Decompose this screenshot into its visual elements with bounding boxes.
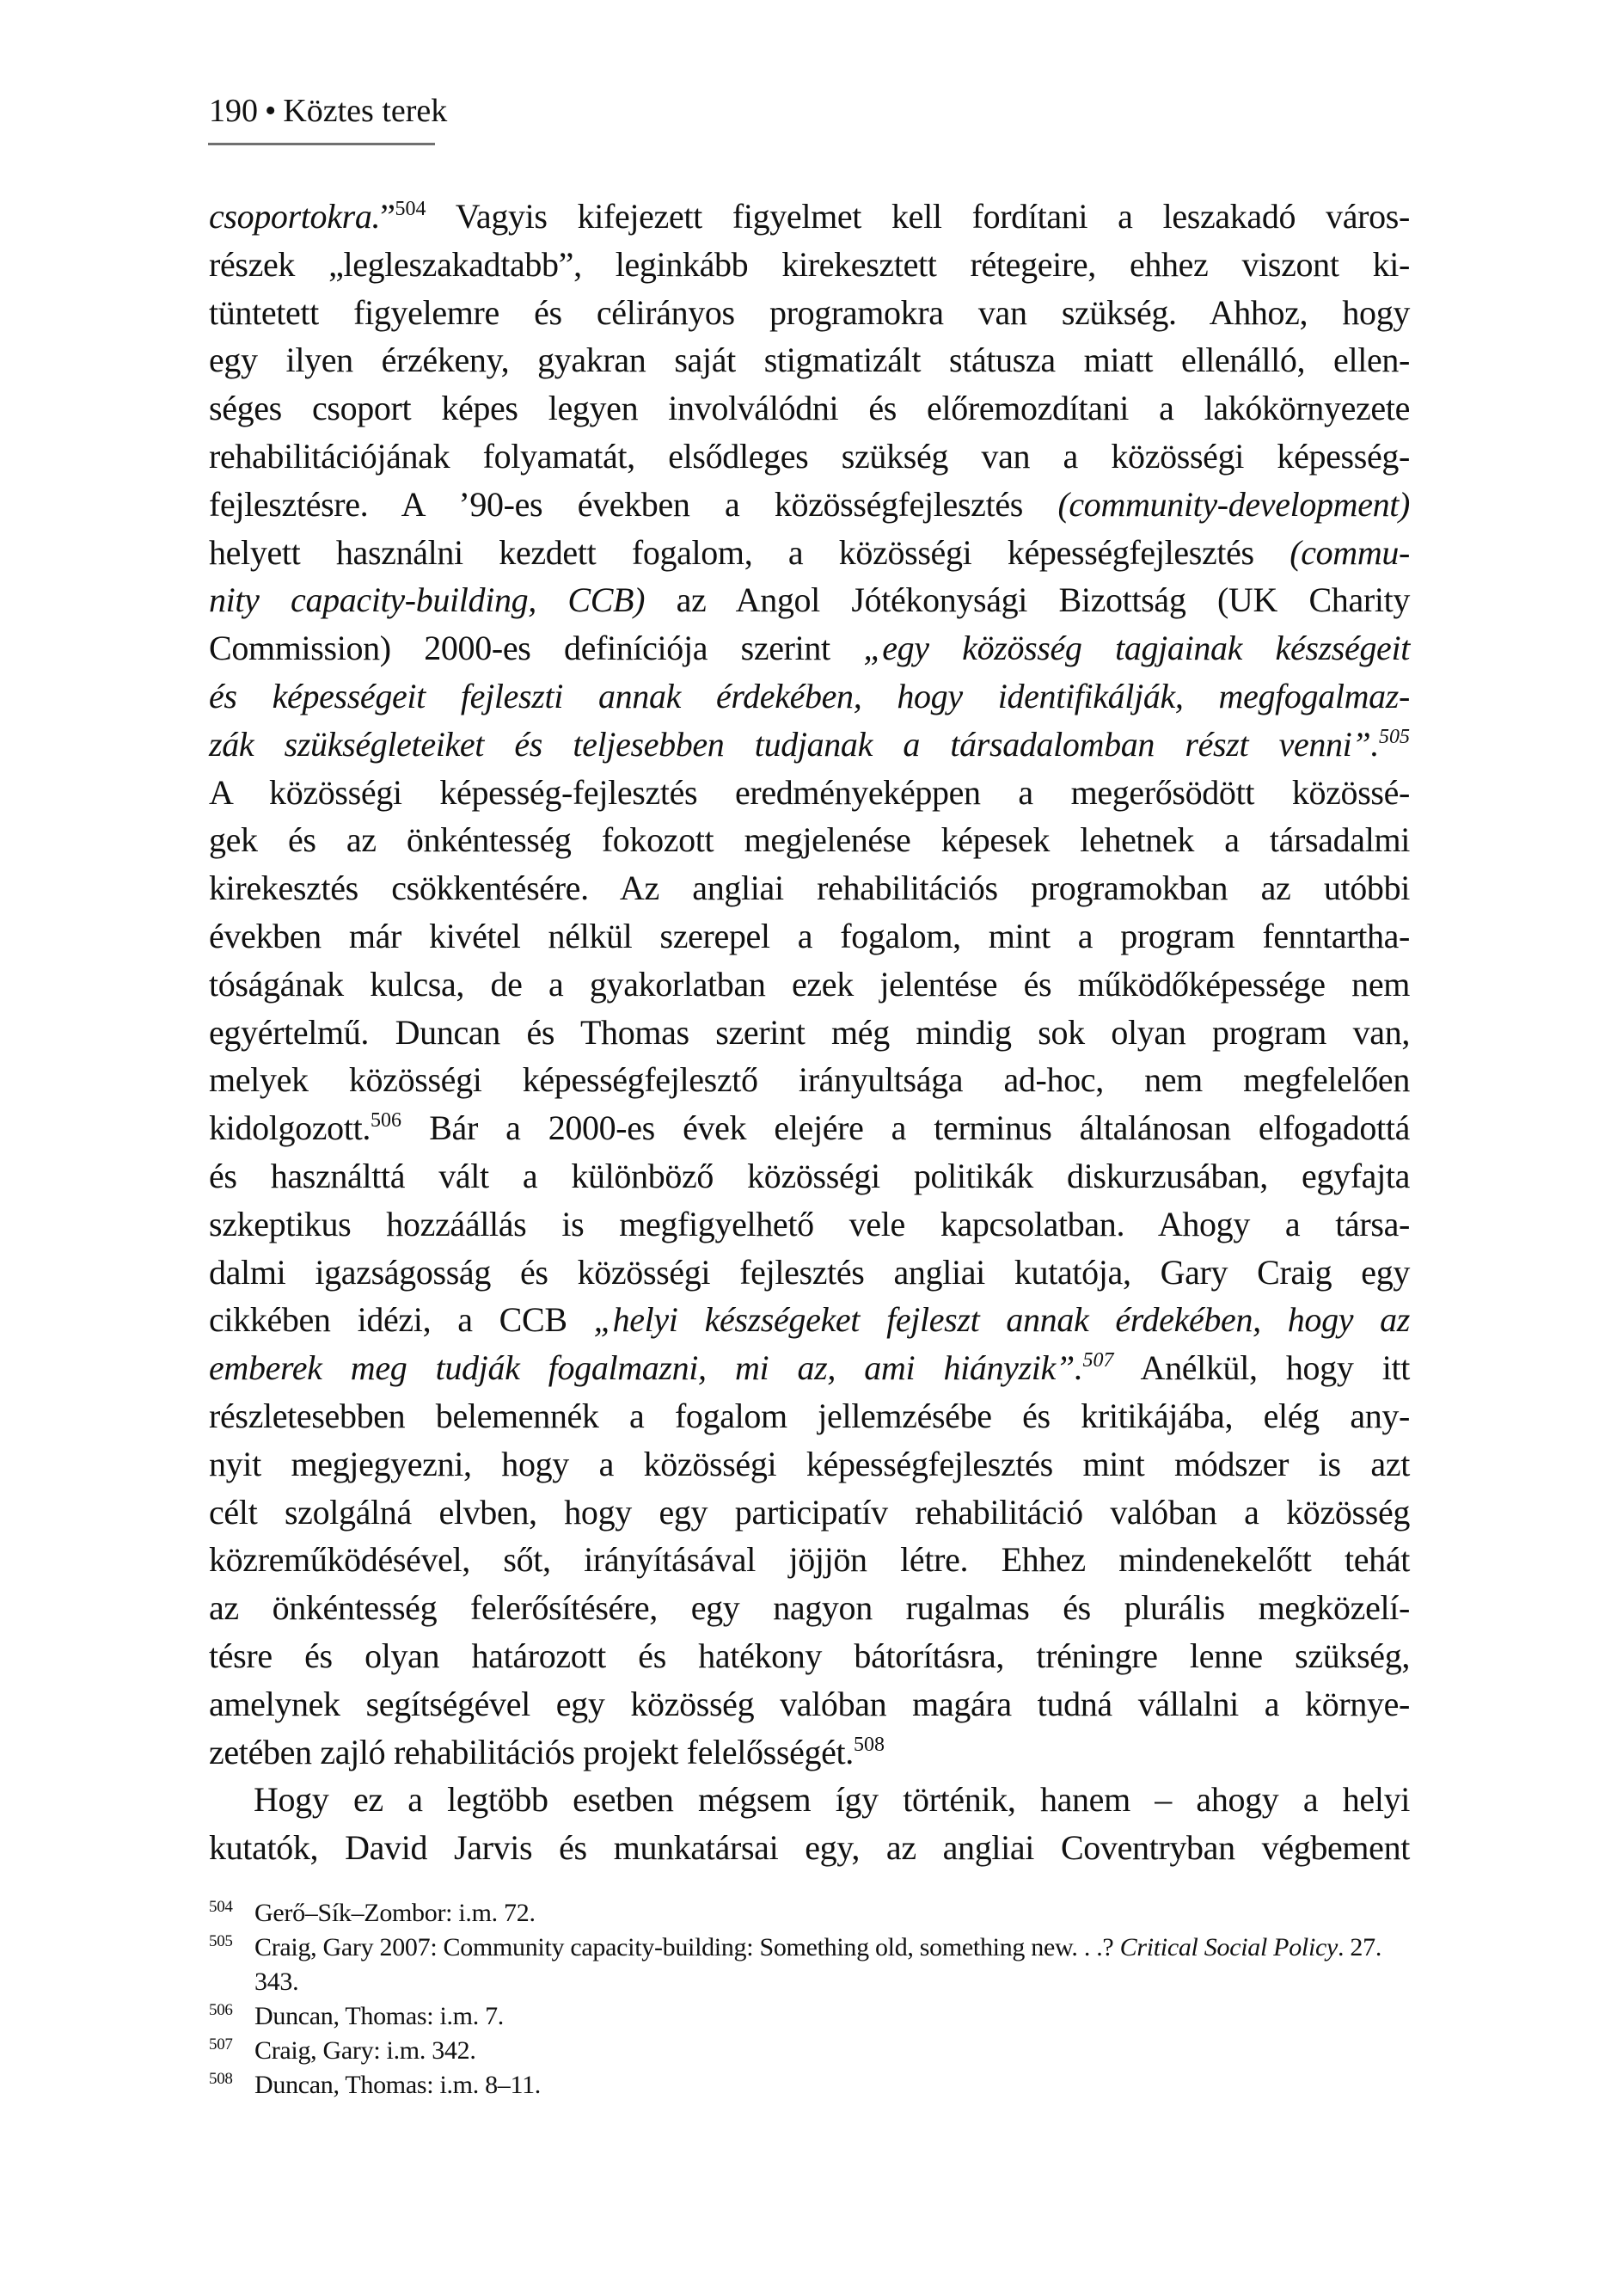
text-run: tüntetett figyelemre és célirányos programokra van szükség. Ahhoz, hogy	[209, 292, 1410, 332]
running-title: Köztes terek	[283, 93, 448, 129]
footnote-reference: 508	[853, 1733, 885, 1756]
text-line	[209, 384, 1410, 433]
text-line	[209, 1728, 1410, 1777]
text-run: kidolgozott.	[209, 1108, 371, 1148]
footnote-number: 507	[209, 2035, 233, 2054]
text-line	[209, 481, 1410, 529]
text-line	[209, 961, 1410, 1009]
text-line	[209, 624, 1410, 672]
text-run: ”	[380, 197, 395, 236]
footnote-text	[254, 1896, 1410, 1931]
text-run: az Angol Jótékonysági Bizottság (UK Charity	[645, 580, 1411, 620]
text-run: Duncan, Thomas: i.m. 7.	[254, 2002, 505, 2030]
text-line	[209, 1440, 1410, 1489]
text-run: Hogy ez a legtöbb esetben mégsem így történik, hanem – ahogy a helyi	[254, 1780, 1410, 1820]
text-run: Craig, Gary 2007: Community capacity-building: Something old, something new. . .?	[254, 1933, 1120, 1961]
page-number: 190	[209, 93, 258, 129]
text-line	[209, 1009, 1410, 1057]
text-line	[209, 1680, 1410, 1728]
text-run: . 27. 343.	[254, 1933, 1382, 1996]
text-run: az önkéntesség felerősítésére, egy nagyon rugalmas és plurális megközelí-	[209, 1588, 1410, 1628]
text-run: részek „legleszakadtabb”, leginkább kirekesztett rétegeire, ehhez viszont ki-	[209, 244, 1410, 284]
text-line	[209, 576, 1410, 624]
footnote-text	[254, 2034, 1410, 2068]
text-line	[209, 529, 1410, 577]
footnote-reference: 507	[1082, 1349, 1114, 1372]
text-line	[209, 816, 1410, 864]
text-run: gek és az önkéntesség fokozott megjelenése képesek lehetnek a társadalmi	[209, 820, 1410, 860]
text-line	[209, 433, 1410, 481]
footnotes	[209, 1896, 1410, 2103]
text-line	[209, 1104, 1410, 1152]
text-line	[209, 1536, 1410, 1584]
text-line	[209, 1249, 1410, 1297]
italic-text-run: zák szükségleteiket és teljesebben tudjanak a társadalomban részt venni”.	[209, 724, 1379, 764]
text-run: A közösségi képesség-fejlesztés eredményeképpen a megerősödött közössé-	[209, 772, 1410, 812]
text-run: Bár a 2000-es évek elejére a terminus általánosan elfogadottá	[401, 1108, 1410, 1148]
italic-text-run: emberek meg tudják fogalmazni, mi az, ami hiányzik”.	[209, 1348, 1083, 1388]
text-run: Gerő–Sík–Zombor: i.m. 72.	[254, 1899, 536, 1927]
text-line	[209, 672, 1410, 721]
text-run: szkeptikus hozzáállás is megfigyelhető vele kapcsolatban. Ahogy a társa-	[209, 1204, 1410, 1243]
footnote-reference: 506	[371, 1109, 402, 1133]
text-run: nyit megjegyezni, hogy a közösségi képességfejlesztés mint módszer is azt	[209, 1444, 1410, 1483]
text-run: években már kivétel nélkül szerepel a fogalom, mint a program fenntartha-	[209, 916, 1410, 955]
text-line	[209, 336, 1410, 384]
footnote-reference: 505	[1379, 725, 1410, 748]
footnote	[209, 2034, 1410, 2068]
text-run: dalmi igazságosság és közösségi fejlesztés angliai kutatója, Gary Craig egy	[209, 1252, 1410, 1292]
text-line	[209, 1056, 1410, 1104]
header-rule	[208, 143, 435, 145]
text-run: helyett használni kezdett fogalom, a közösségi képességfejlesztés	[209, 532, 1290, 572]
text-run: melyek közösségi képességfejlesztő irányultsága ad-hoc, nem megfelelően	[209, 1060, 1410, 1100]
text-run: Vagyis kifejezett figyelmet kell fordítani a leszakadó város-	[426, 197, 1410, 236]
text-line	[209, 1489, 1410, 1537]
text-run: és használttá vált a különböző közösségi politikák diskurzusában, egyfajta	[209, 1156, 1410, 1195]
text-run: zetében zajló rehabilitációs projekt felelősségét.	[209, 1732, 854, 1771]
text-run: kirekesztés csökkentésére. Az angliai rehabilitációs programokban az utóbbi	[209, 869, 1410, 908]
body-text	[209, 193, 1410, 1872]
text-line	[209, 1824, 1410, 1872]
running-head	[209, 89, 447, 132]
text-run: tóságának kulcsa, de a gyakorlatban ezek jelentése és működőképessége nem	[209, 964, 1410, 1004]
text-run: Duncan, Thomas: i.m. 8–11.	[254, 2071, 541, 2099]
text-run: amelynek segítségével egy közösség valóban magára tudná vállalni a környe-	[209, 1684, 1410, 1723]
text-line	[209, 1632, 1410, 1680]
footnote-number: 508	[209, 2070, 233, 2088]
text-run: egyértelmű. Duncan és Thomas szerint még mindig sok olyan program van,	[209, 1012, 1410, 1052]
footnote-text	[254, 1999, 1410, 2034]
footnote-number: 505	[209, 1932, 233, 1950]
text-run: kutatók, David Jarvis és munkatársai egy, az angliai Coventryban végbement	[209, 1828, 1410, 1868]
italic-text-run: „helyi készségeket fejleszt annak érdekében, hogy az	[593, 1300, 1411, 1340]
text-line	[209, 193, 1410, 241]
text-line	[209, 1200, 1410, 1249]
text-line	[209, 1152, 1410, 1200]
text-run: egy ilyen érzékeny, gyakran saját stigmatizált státusza miatt ellenálló, ellen-	[209, 341, 1410, 380]
italic-text-run: (commu-	[1290, 532, 1410, 572]
footnote-text	[254, 1931, 1410, 1999]
text-line	[209, 912, 1410, 961]
footnote	[209, 2068, 1410, 2103]
text-run: cikkében idézi, a CCB	[209, 1300, 594, 1340]
text-line	[209, 1344, 1410, 1392]
text-run: közreműködésével, sőt, irányításával jöjjön létre. Ehhez mindenekelőtt tehát	[209, 1540, 1410, 1580]
text-run: fejlesztésre. A ’90-es években a közösségfejlesztés	[209, 484, 1058, 524]
italic-text-run: Critical Social Policy	[1119, 1933, 1339, 1961]
italic-text-run: „egy közösség tagjainak készségeit	[863, 629, 1410, 668]
footnote	[209, 1896, 1410, 1931]
text-run: Craig, Gary: i.m. 342.	[254, 2036, 476, 2065]
text-line	[209, 1392, 1410, 1440]
text-run: tésre és olyan határozott és hatékony bátorításra, tréningre lenne szükség,	[209, 1636, 1410, 1675]
footnote-reference: 504	[395, 198, 426, 220]
text-line	[209, 1584, 1410, 1632]
italic-text-run: (community-development)	[1057, 484, 1410, 524]
italic-text-run: és képességeit fejleszti annak érdekében, hogy identifikálják, megfogalmaz-	[209, 676, 1410, 715]
text-line	[209, 289, 1410, 337]
footnote-number: 504	[209, 1898, 233, 1916]
text-line	[209, 241, 1410, 289]
text-line	[209, 721, 1410, 769]
text-run: rehabilitációjának folyamatát, elsődleges szükség van a közösségi képesség-	[209, 436, 1410, 476]
text-run: Anélkül, hogy itt	[1113, 1348, 1411, 1388]
text-run: részletesebben belemennék a fogalom jellemzésébe és kritikájába, elég any-	[209, 1396, 1410, 1435]
text-line	[209, 864, 1410, 912]
text-line	[209, 769, 1410, 817]
text-line	[209, 1296, 1410, 1344]
italic-text-run: nity capacity-building, CCB)	[209, 580, 646, 620]
text-line	[209, 1776, 1410, 1824]
bullet-separator: •	[265, 93, 277, 129]
text-run: Commission) 2000-es definíciója szerint	[209, 629, 864, 668]
footnote	[209, 1931, 1410, 1999]
text-run: célt szolgálná elvben, hogy egy participatív rehabilitáció valóban a közösség	[209, 1492, 1410, 1532]
italic-text-run: csoportokra.	[209, 197, 381, 236]
text-run: séges csoport képes legyen involválódni és előremozdítani a lakókörnyezete	[209, 389, 1410, 428]
footnote-text	[254, 2068, 1410, 2103]
footnote-number: 506	[209, 2001, 233, 2019]
footnote	[209, 1999, 1410, 2034]
